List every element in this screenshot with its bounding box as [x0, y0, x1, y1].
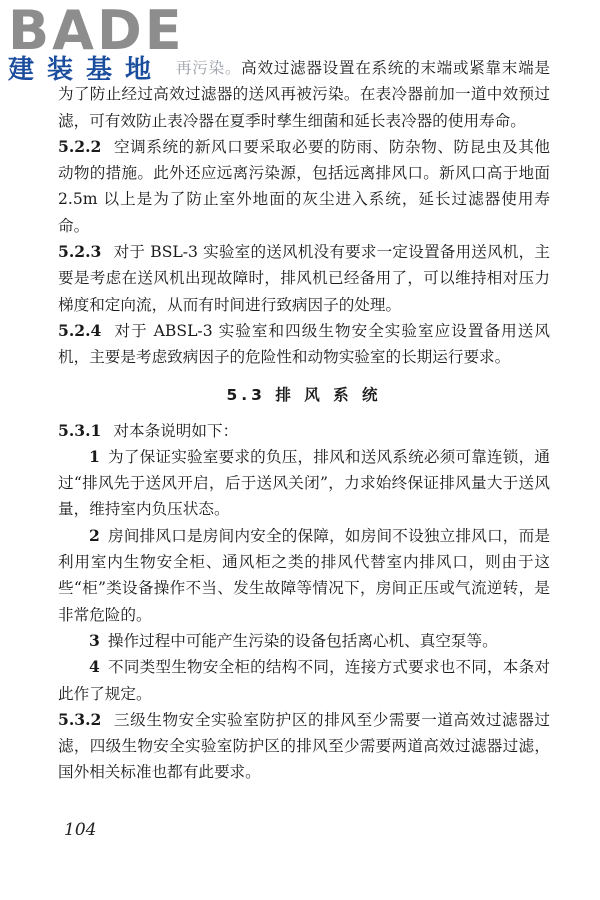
- item-text: 操作过程中可能产生污染的设备包括离心机、真空泵等。: [107, 631, 498, 650]
- intro-faded-text: 再污染。: [176, 59, 242, 77]
- item-number: 2: [89, 525, 100, 545]
- list-item: [58, 654, 550, 707]
- item-text: 不同类型生物安全柜的结构不同，连接方式要求也不同，本条对此作了规定。: [58, 658, 550, 703]
- section-heading: 5.3 排 风 系 统: [226, 385, 382, 404]
- clause-number: 5.2.2: [58, 136, 102, 156]
- clause-text: 对本条说明如下：: [113, 421, 239, 440]
- clause-text: 空调系统的新风口要采取必要的防雨、防杂物、防昆虫及其他动物的措施。此外还应远离污染源，包括远离排风口。新风口高于地面 2.5m 以上是为了防止室外地面的灰尘进入系统，延长过滤器使用寿命。: [58, 137, 550, 235]
- list-item: [58, 444, 550, 523]
- document-body: [58, 55, 550, 786]
- item-number: 3: [89, 630, 100, 650]
- item-text: 房间排风口是房间内安全的保障，如房间不设独立排风口，而是利用室内生物安全柜、通风柜之类的排风代替室内排风口，则由于这些“柜”类设备操作不当、发生故障等情况下，房间正压或气流逆转，是非常危险的。: [58, 526, 550, 624]
- intro-text: 高效过滤器设置在系统的末端或紧靠末端是为了防止经过高效过滤器的送风再被污染。在表冷器前加一道中效预过滤，可有效防止表冷器在夏季时孳生细菌和延长表冷器的使用寿命。: [58, 59, 550, 130]
- paragraph-5-2-3: [58, 239, 550, 318]
- clause-number: 5.2.3: [58, 242, 102, 262]
- list-item: [58, 628, 550, 654]
- paragraph-5-2-2: [58, 134, 550, 239]
- intro-paragraph: [58, 55, 550, 134]
- paragraph-5-3-1: [58, 418, 550, 444]
- logo-brand-text: BADE: [8, 0, 185, 62]
- clause-number: 5.2.4: [58, 320, 102, 340]
- logo-subtitle: 建装基地: [8, 55, 165, 85]
- paragraph-5-3-2: [58, 707, 550, 786]
- item-text: 为了保证实验室要求的负压，排风和送风系统必须可靠连锁，通过“排风先于送风开启，后于送风关闭”，力求始终保证排风量大于送风量，维持室内负压状态。: [58, 447, 550, 519]
- paragraph-5-2-4: [58, 318, 550, 371]
- clause-number: 5.3.2: [58, 709, 102, 729]
- list-item: [58, 523, 550, 628]
- clause-number: 5.3.1: [58, 420, 102, 440]
- clause-text: 三级生物安全实验室防护区的排风至少需要一道高效过滤器过滤，四级生物安全实验室防护区的排风至少需要两道高效过滤器过滤，国外相关标准也都有此要求。: [58, 710, 550, 782]
- clause-text: 对于 BSL-3 实验室的送风机没有要求一定设置备用送风机，主要是考虑在送风机出现故障时，排风机已经备用了，可以维持相对压力梯度和定向流，从而有时间进行致病因子的处理。: [58, 243, 550, 314]
- page-number: 104: [64, 820, 97, 840]
- clause-text: 对于 ABSL-3 实验室和四级生物安全实验室应设置备用送风机，主要是考虑致病因子的危险性和动物实验室的长期运行要求。: [58, 321, 550, 367]
- item-number: 1: [89, 446, 100, 466]
- item-number: 4: [89, 657, 100, 677]
